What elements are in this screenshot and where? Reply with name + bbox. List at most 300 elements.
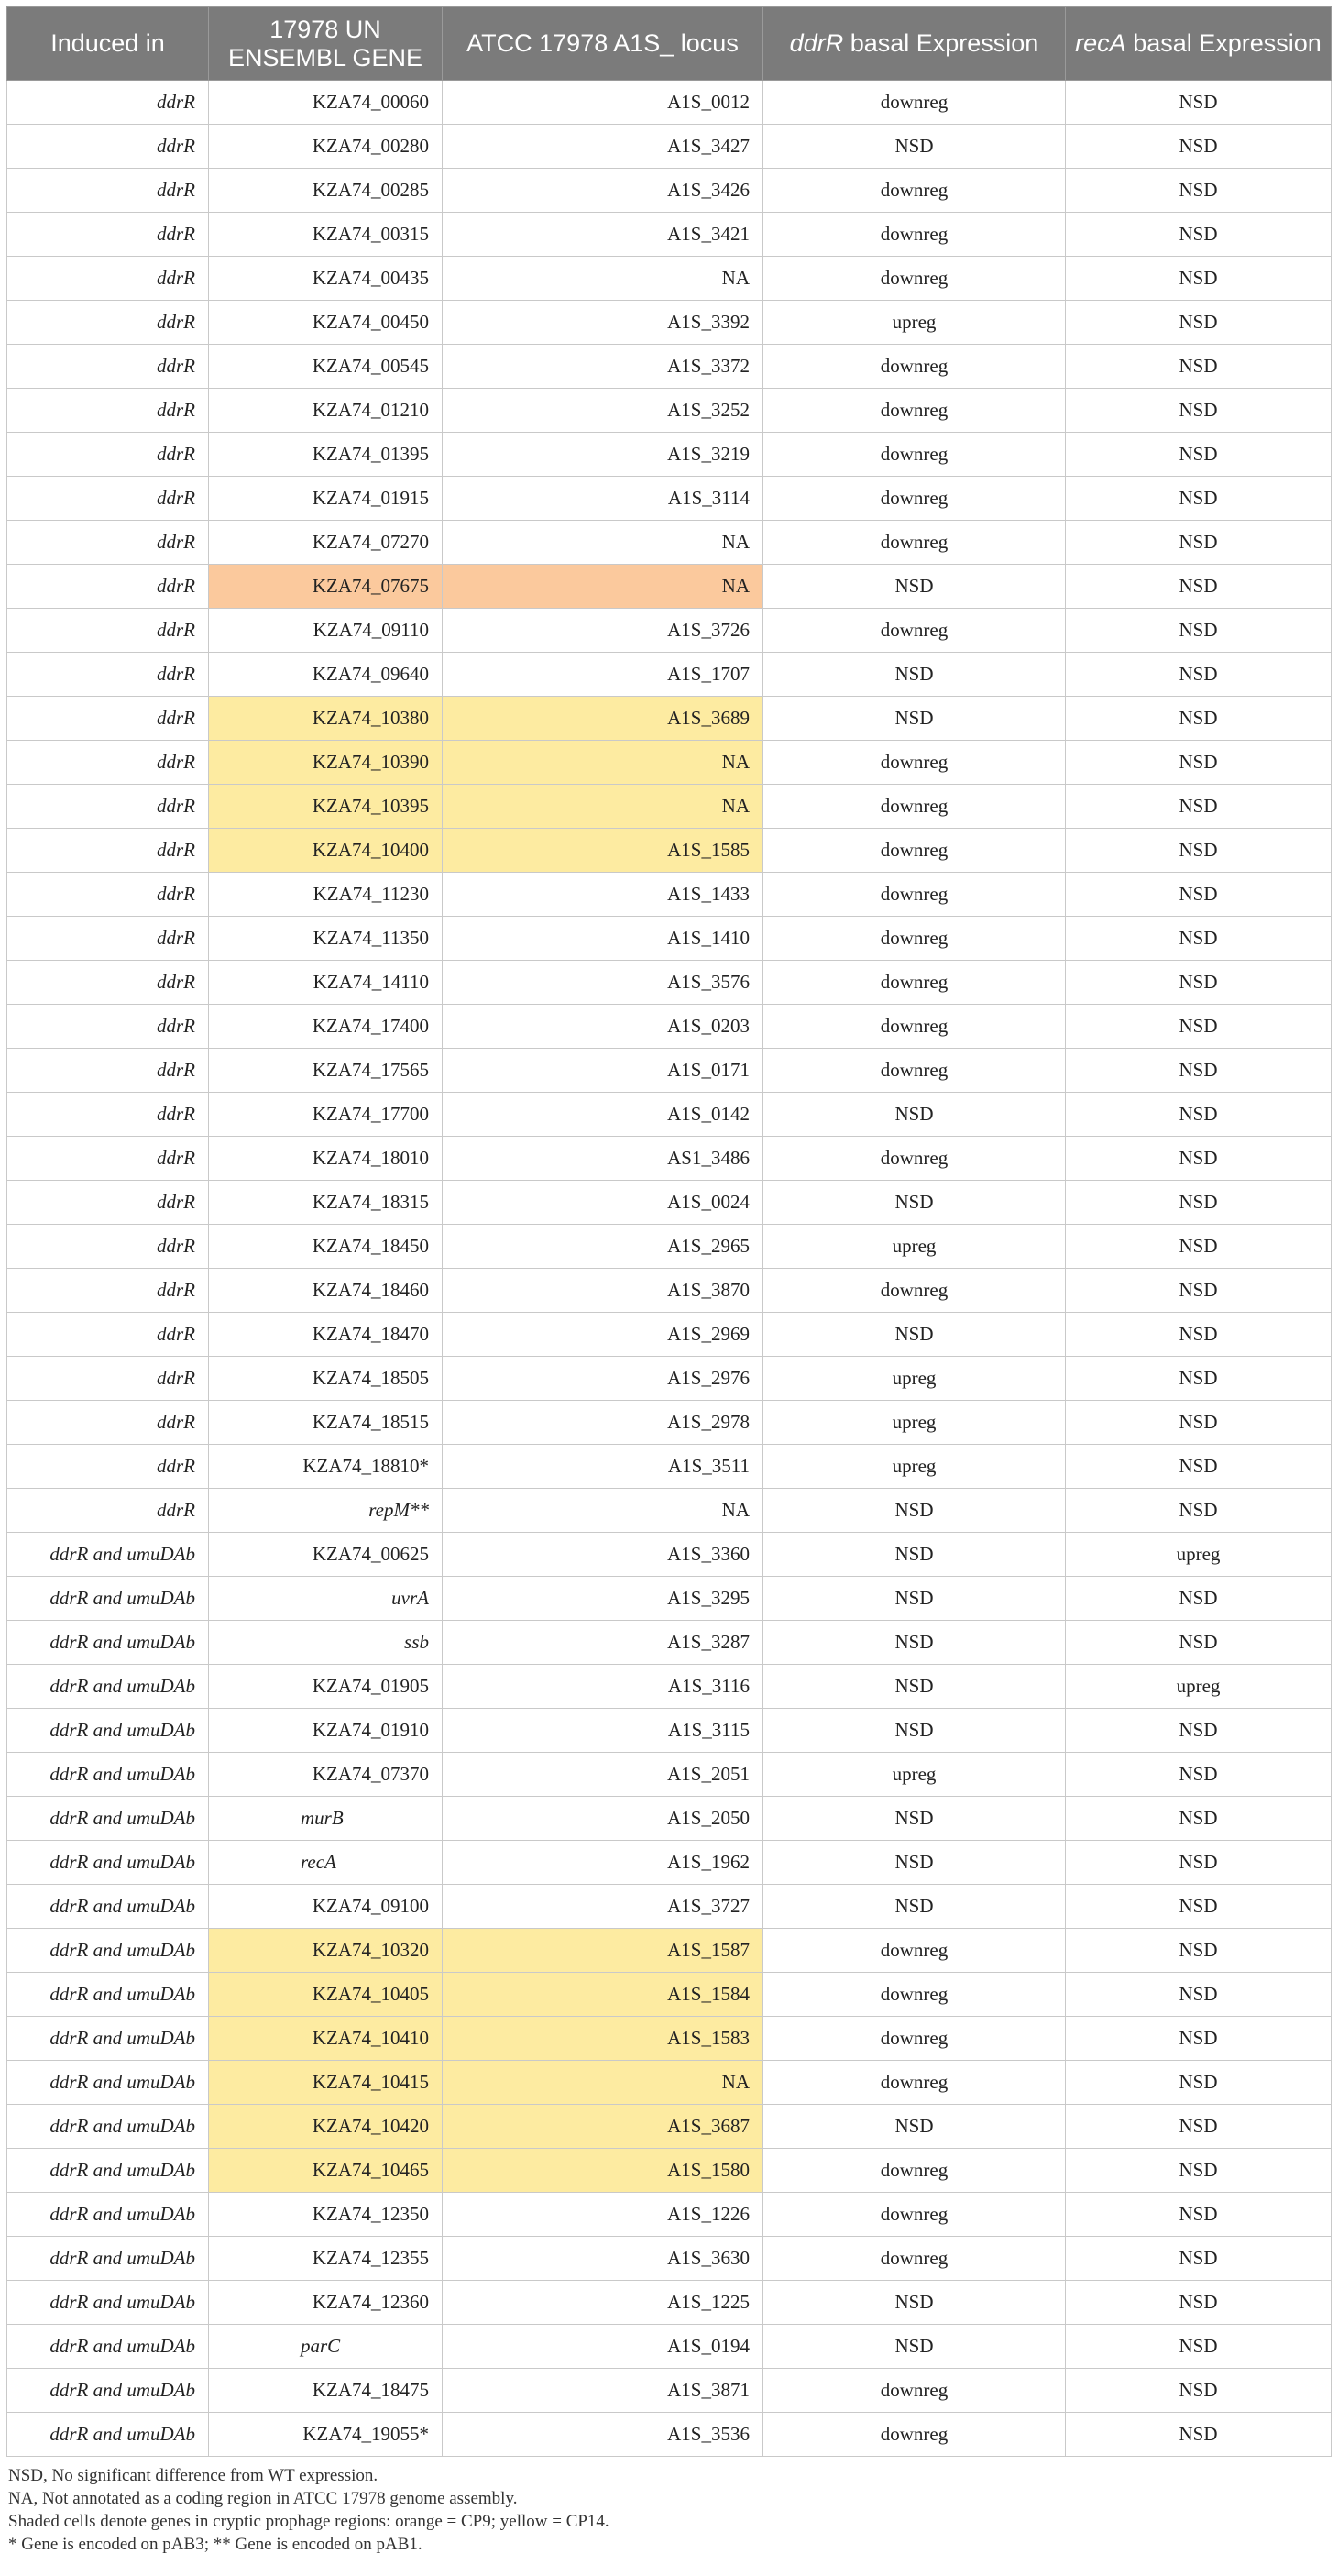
table-row: [7, 2149, 1332, 2193]
cell-gene: KZA74_10410: [209, 2017, 443, 2061]
cell-gene: KZA74_10320: [209, 1929, 443, 1973]
cell-induced-in: ddrR: [7, 1445, 209, 1489]
table-row: [7, 2061, 1332, 2105]
cell-ddrr-expression: downreg: [763, 1973, 1066, 2017]
cell-gene: KZA74_10395: [209, 785, 443, 829]
cell-locus: A1S_1580: [443, 2149, 763, 2193]
table-row: [7, 1577, 1332, 1621]
table-row: [7, 125, 1332, 169]
cell-ddrr-expression: NSD: [763, 1797, 1066, 1841]
cell-gene: KZA74_18810*: [209, 1445, 443, 1489]
cell-gene: recA: [209, 1841, 443, 1885]
cell-gene: KZA74_11350: [209, 917, 443, 961]
cell-gene: KZA74_00315: [209, 213, 443, 257]
gene-expression-table: [6, 6, 1332, 2457]
cell-induced-in: ddrR: [7, 1049, 209, 1093]
table-row: [7, 2369, 1332, 2413]
cell-induced-in: ddrR: [7, 81, 209, 125]
cell-locus: A1S_1707: [443, 653, 763, 697]
cell-locus: A1S_3219: [443, 433, 763, 477]
cell-induced-in: ddrR and umuDAb: [7, 2413, 209, 2457]
cell-reca-expression: NSD: [1066, 2369, 1332, 2413]
cell-induced-in: ddrR and umuDAb: [7, 1841, 209, 1885]
table-row: [7, 1269, 1332, 1313]
cell-gene: KZA74_01210: [209, 389, 443, 433]
table-row: [7, 345, 1332, 389]
cell-induced-in: ddrR and umuDAb: [7, 1753, 209, 1797]
cell-gene: KZA74_10380: [209, 697, 443, 741]
cell-induced-in: ddrR: [7, 1137, 209, 1181]
cell-gene: KZA74_00285: [209, 169, 443, 213]
cell-induced-in: ddrR: [7, 213, 209, 257]
cell-gene: KZA74_00450: [209, 301, 443, 345]
cell-ddrr-expression: NSD: [763, 653, 1066, 697]
table-row: [7, 1489, 1332, 1533]
cell-locus: A1S_3630: [443, 2237, 763, 2281]
cell-ddrr-expression: upreg: [763, 1225, 1066, 1269]
header-ensembl-gene: 17978 UN ENSEMBL GENE: [209, 7, 443, 81]
cell-ddrr-expression: downreg: [763, 2369, 1066, 2413]
cell-gene: KZA74_09100: [209, 1885, 443, 1929]
table-row: [7, 1621, 1332, 1665]
cell-ddrr-expression: NSD: [763, 697, 1066, 741]
cell-induced-in: ddrR: [7, 389, 209, 433]
cell-ddrr-expression: downreg: [763, 609, 1066, 653]
cell-ddrr-expression: downreg: [763, 741, 1066, 785]
cell-reca-expression: NSD: [1066, 1489, 1332, 1533]
cell-reca-expression: upreg: [1066, 1665, 1332, 1709]
cell-induced-in: ddrR: [7, 961, 209, 1005]
cell-gene: KZA74_11230: [209, 873, 443, 917]
cell-reca-expression: NSD: [1066, 2237, 1332, 2281]
cell-induced-in: ddrR: [7, 345, 209, 389]
cell-reca-expression: NSD: [1066, 1357, 1332, 1401]
cell-reca-expression: NSD: [1066, 829, 1332, 873]
cell-ddrr-expression: downreg: [763, 2061, 1066, 2105]
cell-locus: A1S_3727: [443, 1885, 763, 1929]
cell-induced-in: ddrR: [7, 433, 209, 477]
table-row: [7, 1753, 1332, 1797]
table-row: [7, 2413, 1332, 2457]
cell-ddrr-expression: downreg: [763, 785, 1066, 829]
table-row: [7, 1049, 1332, 1093]
cell-induced-in: ddrR: [7, 565, 209, 609]
cell-locus: A1S_1584: [443, 1973, 763, 2017]
table-row: [7, 917, 1332, 961]
cell-induced-in: ddrR and umuDAb: [7, 1577, 209, 1621]
table-row: [7, 565, 1332, 609]
table-row: [7, 2281, 1332, 2325]
cell-locus: A1S_0171: [443, 1049, 763, 1093]
cell-gene: KZA74_00545: [209, 345, 443, 389]
cell-reca-expression: upreg: [1066, 1533, 1332, 1577]
cell-gene: KZA74_07370: [209, 1753, 443, 1797]
cell-induced-in: ddrR and umuDAb: [7, 2149, 209, 2193]
cell-ddrr-expression: downreg: [763, 2193, 1066, 2237]
cell-gene: KZA74_00280: [209, 125, 443, 169]
cell-locus: A1S_3511: [443, 1445, 763, 1489]
cell-induced-in: ddrR and umuDAb: [7, 2281, 209, 2325]
cell-reca-expression: NSD: [1066, 1401, 1332, 1445]
cell-gene: KZA74_10420: [209, 2105, 443, 2149]
cell-locus: A1S_3392: [443, 301, 763, 345]
table-row: [7, 1709, 1332, 1753]
cell-ddrr-expression: downreg: [763, 1929, 1066, 1973]
cell-reca-expression: NSD: [1066, 1313, 1332, 1357]
cell-gene: KZA74_01915: [209, 477, 443, 521]
cell-ddrr-expression: downreg: [763, 389, 1066, 433]
table-row: [7, 1533, 1332, 1577]
cell-induced-in: ddrR and umuDAb: [7, 1533, 209, 1577]
cell-reca-expression: NSD: [1066, 2149, 1332, 2193]
cell-locus: A1S_3426: [443, 169, 763, 213]
cell-induced-in: ddrR: [7, 1225, 209, 1269]
table-row: [7, 257, 1332, 301]
cell-gene: KZA74_17700: [209, 1093, 443, 1137]
table-row: [7, 2105, 1332, 2149]
cell-locus: A1S_1583: [443, 2017, 763, 2061]
cell-locus: A1S_3726: [443, 609, 763, 653]
cell-induced-in: ddrR and umuDAb: [7, 1665, 209, 1709]
cell-locus: A1S_3360: [443, 1533, 763, 1577]
table-row: [7, 213, 1332, 257]
table-container: [6, 6, 1331, 2556]
cell-ddrr-expression: downreg: [763, 345, 1066, 389]
cell-induced-in: ddrR: [7, 873, 209, 917]
cell-locus: A1S_2969: [443, 1313, 763, 1357]
cell-induced-in: ddrR: [7, 521, 209, 565]
cell-gene: KZA74_00435: [209, 257, 443, 301]
cell-ddrr-expression: downreg: [763, 1137, 1066, 1181]
cell-locus: A1S_3252: [443, 389, 763, 433]
cell-reca-expression: NSD: [1066, 1445, 1332, 1489]
cell-gene: KZA74_18315: [209, 1181, 443, 1225]
table-row: [7, 1137, 1332, 1181]
cell-induced-in: ddrR and umuDAb: [7, 1929, 209, 1973]
cell-reca-expression: NSD: [1066, 1709, 1332, 1753]
table-row: [7, 169, 1332, 213]
cell-gene: KZA74_18505: [209, 1357, 443, 1401]
cell-locus: A1S_3427: [443, 125, 763, 169]
cell-gene: KZA74_18475: [209, 2369, 443, 2413]
cell-induced-in: ddrR: [7, 169, 209, 213]
cell-ddrr-expression: downreg: [763, 81, 1066, 125]
cell-ddrr-expression: NSD: [763, 1577, 1066, 1621]
cell-reca-expression: NSD: [1066, 961, 1332, 1005]
cell-gene: KZA74_18515: [209, 1401, 443, 1445]
cell-ddrr-expression: downreg: [763, 477, 1066, 521]
cell-gene: KZA74_01395: [209, 433, 443, 477]
table-row: [7, 609, 1332, 653]
cell-locus: NA: [443, 521, 763, 565]
cell-locus: A1S_0012: [443, 81, 763, 125]
cell-gene: KZA74_10405: [209, 1973, 443, 2017]
cell-induced-in: ddrR and umuDAb: [7, 2325, 209, 2369]
cell-gene: KZA74_12350: [209, 2193, 443, 2237]
cell-ddrr-expression: downreg: [763, 1049, 1066, 1093]
cell-ddrr-expression: upreg: [763, 1753, 1066, 1797]
cell-gene: KZA74_18450: [209, 1225, 443, 1269]
cell-reca-expression: NSD: [1066, 2325, 1332, 2369]
cell-locus: A1S_1587: [443, 1929, 763, 1973]
cell-gene: KZA74_07270: [209, 521, 443, 565]
cell-ddrr-expression: upreg: [763, 1445, 1066, 1489]
table-row: [7, 697, 1332, 741]
cell-induced-in: ddrR: [7, 741, 209, 785]
table-row: [7, 1929, 1332, 1973]
cell-locus: A1S_3421: [443, 213, 763, 257]
cell-reca-expression: NSD: [1066, 2413, 1332, 2457]
cell-ddrr-expression: downreg: [763, 2149, 1066, 2193]
cell-reca-expression: NSD: [1066, 2105, 1332, 2149]
cell-reca-expression: NSD: [1066, 1137, 1332, 1181]
cell-induced-in: ddrR: [7, 477, 209, 521]
cell-induced-in: ddrR: [7, 785, 209, 829]
cell-locus: A1S_0194: [443, 2325, 763, 2369]
cell-ddrr-expression: NSD: [763, 2281, 1066, 2325]
cell-locus: AS1_3486: [443, 1137, 763, 1181]
header-induced-in: Induced in: [7, 7, 209, 81]
cell-induced-in: ddrR and umuDAb: [7, 1797, 209, 1841]
table-row: [7, 653, 1332, 697]
cell-gene: KZA74_10390: [209, 741, 443, 785]
cell-gene: KZA74_17565: [209, 1049, 443, 1093]
cell-reca-expression: NSD: [1066, 697, 1332, 741]
cell-gene: KZA74_17400: [209, 1005, 443, 1049]
table-row: [7, 961, 1332, 1005]
cell-induced-in: ddrR: [7, 609, 209, 653]
footnote-na: NA, Not annotated as a coding region in ATCC 17978 genome assembly.: [8, 2489, 518, 2508]
cell-ddrr-expression: downreg: [763, 1005, 1066, 1049]
cell-ddrr-expression: downreg: [763, 2017, 1066, 2061]
cell-locus: NA: [443, 257, 763, 301]
cell-locus: A1S_2965: [443, 1225, 763, 1269]
cell-induced-in: ddrR: [7, 1489, 209, 1533]
cell-gene: KZA74_18460: [209, 1269, 443, 1313]
cell-induced-in: ddrR and umuDAb: [7, 1885, 209, 1929]
cell-gene: parC: [209, 2325, 443, 2369]
cell-reca-expression: NSD: [1066, 1885, 1332, 1929]
table-row: [7, 873, 1332, 917]
header-reca-expression: recA basal Expression: [1066, 7, 1332, 81]
cell-reca-expression: NSD: [1066, 257, 1332, 301]
table-row: [7, 2325, 1332, 2369]
table-body: [7, 81, 1332, 2457]
table-row: [7, 81, 1332, 125]
cell-ddrr-expression: upreg: [763, 1357, 1066, 1401]
cell-gene: KZA74_18010: [209, 1137, 443, 1181]
cell-reca-expression: NSD: [1066, 1973, 1332, 2017]
cell-locus: A1S_3116: [443, 1665, 763, 1709]
cell-induced-in: ddrR: [7, 653, 209, 697]
cell-locus: A1S_3576: [443, 961, 763, 1005]
cell-reca-expression: NSD: [1066, 741, 1332, 785]
cell-ddrr-expression: NSD: [763, 1841, 1066, 1885]
table-row: [7, 1005, 1332, 1049]
cell-locus: A1S_1962: [443, 1841, 763, 1885]
cell-ddrr-expression: NSD: [763, 1533, 1066, 1577]
cell-gene: ssb: [209, 1621, 443, 1665]
cell-locus: A1S_3287: [443, 1621, 763, 1665]
cell-reca-expression: NSD: [1066, 1049, 1332, 1093]
cell-reca-expression: NSD: [1066, 1181, 1332, 1225]
cell-gene: KZA74_12360: [209, 2281, 443, 2325]
cell-ddrr-expression: NSD: [763, 1313, 1066, 1357]
cell-locus: A1S_3295: [443, 1577, 763, 1621]
cell-ddrr-expression: downreg: [763, 433, 1066, 477]
cell-ddrr-expression: NSD: [763, 2325, 1066, 2369]
table-row: [7, 1973, 1332, 2017]
cell-gene: KZA74_00060: [209, 81, 443, 125]
cell-reca-expression: NSD: [1066, 521, 1332, 565]
cell-induced-in: ddrR and umuDAb: [7, 1621, 209, 1665]
cell-reca-expression: NSD: [1066, 1753, 1332, 1797]
cell-locus: A1S_0203: [443, 1005, 763, 1049]
cell-locus: A1S_3870: [443, 1269, 763, 1313]
footnote-shading: Shaded cells denote genes in cryptic prophage regions: orange = CP9; yellow = CP14.: [8, 2512, 609, 2531]
cell-induced-in: ddrR: [7, 1005, 209, 1049]
cell-induced-in: ddrR: [7, 829, 209, 873]
table-row: [7, 521, 1332, 565]
cell-reca-expression: NSD: [1066, 477, 1332, 521]
cell-induced-in: ddrR: [7, 257, 209, 301]
table-row: [7, 1445, 1332, 1489]
cell-ddrr-expression: downreg: [763, 169, 1066, 213]
cell-ddrr-expression: downreg: [763, 873, 1066, 917]
cell-reca-expression: NSD: [1066, 169, 1332, 213]
table-row: [7, 1665, 1332, 1709]
footnotes: [6, 2464, 1331, 2556]
cell-ddrr-expression: downreg: [763, 2413, 1066, 2457]
table-row: [7, 2017, 1332, 2061]
cell-reca-expression: NSD: [1066, 125, 1332, 169]
cell-reca-expression: NSD: [1066, 1797, 1332, 1841]
table-row: [7, 2237, 1332, 2281]
cell-locus: A1S_0024: [443, 1181, 763, 1225]
cell-ddrr-expression: downreg: [763, 829, 1066, 873]
cell-locus: A1S_3536: [443, 2413, 763, 2457]
table-row: [7, 829, 1332, 873]
cell-induced-in: ddrR: [7, 1357, 209, 1401]
cell-locus: A1S_3372: [443, 345, 763, 389]
cell-induced-in: ddrR: [7, 1093, 209, 1137]
cell-reca-expression: NSD: [1066, 1093, 1332, 1137]
cell-reca-expression: NSD: [1066, 213, 1332, 257]
cell-reca-expression: NSD: [1066, 1841, 1332, 1885]
cell-gene: KZA74_12355: [209, 2237, 443, 2281]
cell-gene: KZA74_07675: [209, 565, 443, 609]
cell-reca-expression: NSD: [1066, 2017, 1332, 2061]
cell-induced-in: ddrR: [7, 1269, 209, 1313]
cell-ddrr-expression: NSD: [763, 1709, 1066, 1753]
cell-reca-expression: NSD: [1066, 1225, 1332, 1269]
cell-locus: A1S_3114: [443, 477, 763, 521]
table-row: [7, 2193, 1332, 2237]
cell-locus: A1S_1585: [443, 829, 763, 873]
cell-locus: A1S_2978: [443, 1401, 763, 1445]
cell-locus: A1S_1225: [443, 2281, 763, 2325]
cell-locus: A1S_1226: [443, 2193, 763, 2237]
cell-gene: KZA74_10415: [209, 2061, 443, 2105]
cell-gene: repM**: [209, 1489, 443, 1533]
cell-ddrr-expression: NSD: [763, 1885, 1066, 1929]
cell-gene: KZA74_19055*: [209, 2413, 443, 2457]
cell-locus: A1S_3689: [443, 697, 763, 741]
cell-gene: KZA74_10465: [209, 2149, 443, 2193]
cell-reca-expression: NSD: [1066, 433, 1332, 477]
cell-locus: A1S_0142: [443, 1093, 763, 1137]
cell-ddrr-expression: upreg: [763, 301, 1066, 345]
cell-locus: A1S_3687: [443, 2105, 763, 2149]
cell-reca-expression: NSD: [1066, 653, 1332, 697]
cell-induced-in: ddrR: [7, 917, 209, 961]
cell-ddrr-expression: NSD: [763, 125, 1066, 169]
cell-induced-in: ddrR and umuDAb: [7, 1709, 209, 1753]
table-row: [7, 1841, 1332, 1885]
cell-reca-expression: NSD: [1066, 2193, 1332, 2237]
cell-induced-in: ddrR: [7, 301, 209, 345]
cell-gene: KZA74_18470: [209, 1313, 443, 1357]
cell-reca-expression: NSD: [1066, 565, 1332, 609]
cell-gene: KZA74_00625: [209, 1533, 443, 1577]
cell-reca-expression: NSD: [1066, 1577, 1332, 1621]
cell-locus: NA: [443, 2061, 763, 2105]
cell-ddrr-expression: downreg: [763, 257, 1066, 301]
table-row: [7, 433, 1332, 477]
cell-induced-in: ddrR and umuDAb: [7, 2237, 209, 2281]
header-a1s-locus: ATCC 17978 A1S_ locus: [443, 7, 763, 81]
table-row: [7, 1093, 1332, 1137]
cell-gene: KZA74_01905: [209, 1665, 443, 1709]
cell-locus: A1S_2050: [443, 1797, 763, 1841]
table-row: [7, 1181, 1332, 1225]
cell-induced-in: ddrR and umuDAb: [7, 2193, 209, 2237]
cell-locus: NA: [443, 565, 763, 609]
cell-ddrr-expression: downreg: [763, 2237, 1066, 2281]
cell-locus: A1S_2976: [443, 1357, 763, 1401]
footnote-plasmids: * Gene is encoded on pAB3; ** Gene is encoded on pAB1.: [8, 2535, 422, 2554]
cell-locus: A1S_1433: [443, 873, 763, 917]
table-row: [7, 301, 1332, 345]
cell-gene: murB: [209, 1797, 443, 1841]
cell-ddrr-expression: NSD: [763, 1621, 1066, 1665]
cell-gene: KZA74_09110: [209, 609, 443, 653]
cell-reca-expression: NSD: [1066, 1929, 1332, 1973]
cell-ddrr-expression: downreg: [763, 521, 1066, 565]
cell-reca-expression: NSD: [1066, 2061, 1332, 2105]
header-row: [7, 7, 1332, 81]
cell-reca-expression: NSD: [1066, 873, 1332, 917]
cell-reca-expression: NSD: [1066, 81, 1332, 125]
cell-gene: KZA74_14110: [209, 961, 443, 1005]
cell-ddrr-expression: NSD: [763, 1181, 1066, 1225]
header-ddrr-expression: ddrR basal Expression: [763, 7, 1066, 81]
cell-ddrr-expression: upreg: [763, 1401, 1066, 1445]
cell-reca-expression: NSD: [1066, 1005, 1332, 1049]
cell-gene: uvrA: [209, 1577, 443, 1621]
cell-induced-in: ddrR and umuDAb: [7, 2369, 209, 2413]
table-row: [7, 1797, 1332, 1841]
cell-locus: NA: [443, 785, 763, 829]
table-row: [7, 1225, 1332, 1269]
cell-reca-expression: NSD: [1066, 2281, 1332, 2325]
cell-ddrr-expression: downreg: [763, 1269, 1066, 1313]
table-row: [7, 389, 1332, 433]
cell-induced-in: ddrR and umuDAb: [7, 2017, 209, 2061]
cell-reca-expression: NSD: [1066, 345, 1332, 389]
table-row: [7, 785, 1332, 829]
table-row: [7, 477, 1332, 521]
